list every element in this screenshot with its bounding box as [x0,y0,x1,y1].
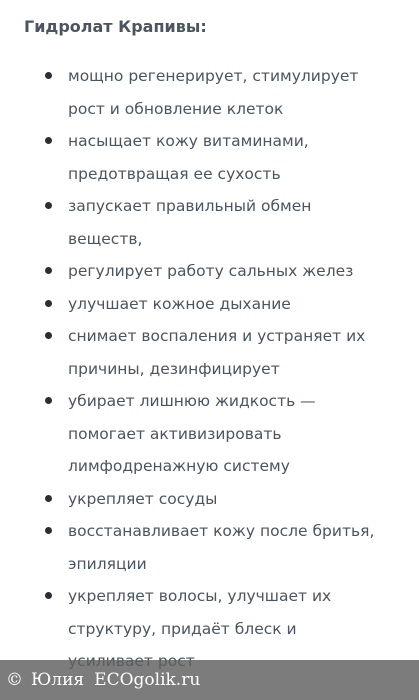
list-item-text: укрепляет волосы, улучшает их структуру, придаёт блеск и [68,587,332,638]
list-item-text: запускает правильный обмен веществ, [68,197,312,248]
watermark-bar [0,660,419,700]
list-item-text: мощно регенерирует, стимулирует рост и обновление клеток [68,67,359,118]
section-heading: Гидролат Крапивы: [24,17,207,36]
list-item-text: улучшает кожное дыхание [68,294,291,313]
list-item-text: регулирует работу сальных желез [68,262,354,280]
author-name: Юлия [31,670,85,690]
list-item [0,60,419,125]
site-name: ECOgolik.ru [94,670,201,690]
list-item [0,320,419,385]
bullet-icon [45,592,52,599]
bullet-icon [45,397,52,404]
copyright-icon: © [6,670,23,690]
list-item-text: восстанавливает кожу после бритья, эпиляции [68,522,375,573]
list-item [0,125,419,190]
list-item [0,190,419,255]
list-item-text: укрепляет сосуды [68,489,218,508]
list-item-text: убирает лишнюю жидкость — помогает активизировать лимфодренажную систему [68,392,316,475]
list-item-text: снимает воспаления и устраняет их причины, дезинфицирует [68,327,366,378]
bullet-icon [45,527,52,534]
bullet-icon [45,495,52,502]
bullet-icon [45,332,52,339]
benefits-list [0,60,419,678]
list-item [0,385,419,483]
bullet-icon [45,267,52,274]
bullet-icon [45,202,52,209]
list-item [0,288,419,321]
list-item-text: насыщает кожу витаминами, предотвращая ее сухость [68,132,309,183]
list-item [0,255,419,288]
list-item [0,515,419,580]
list-item [0,483,419,516]
bullet-icon [45,137,52,144]
bullet-icon [45,72,52,79]
bullet-icon [45,300,52,307]
